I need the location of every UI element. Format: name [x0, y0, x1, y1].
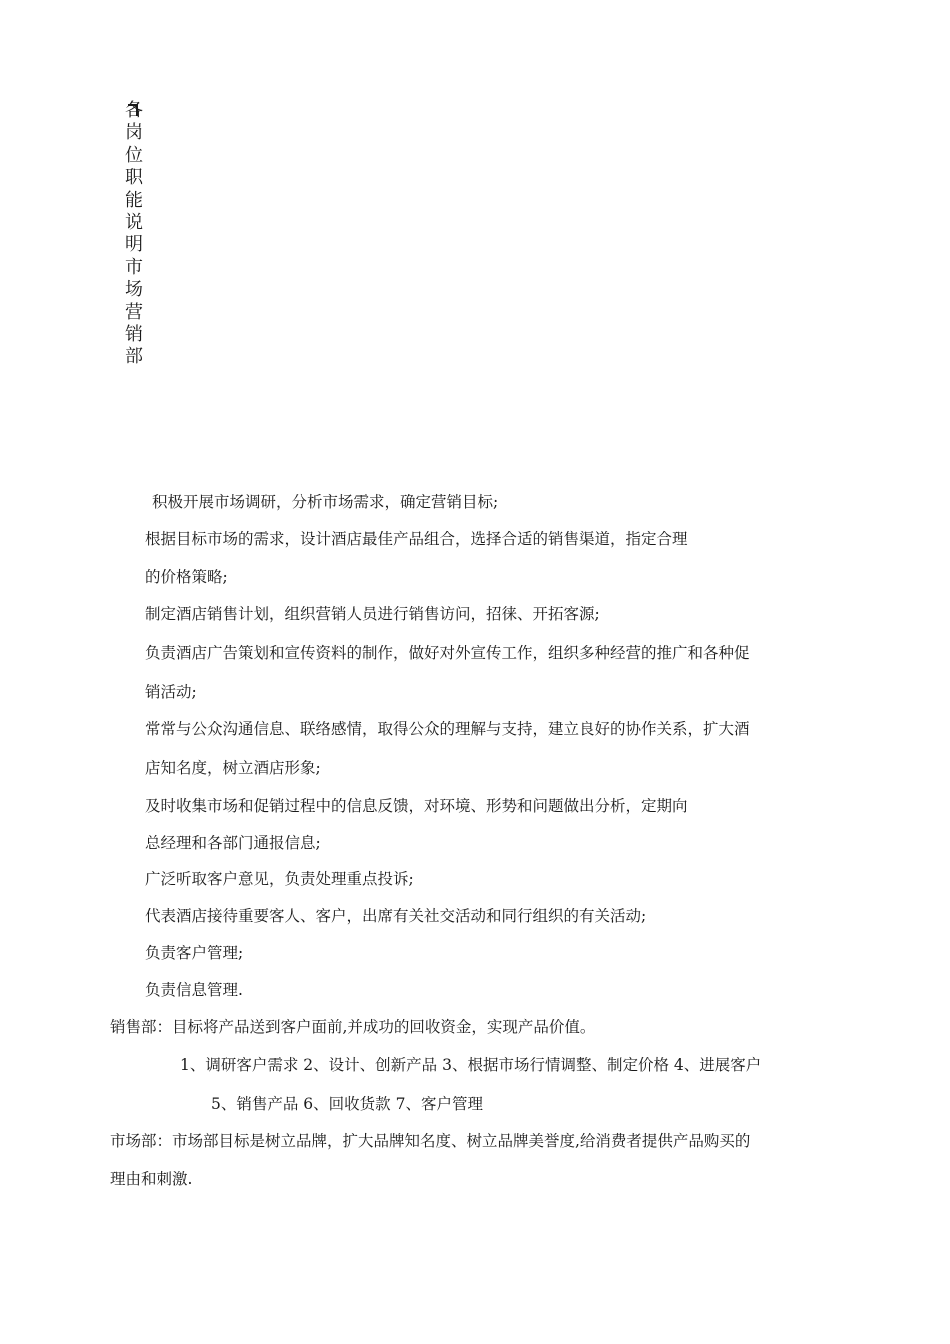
duty-line: 负责酒店广告策划和宣传资料的制作，做好对外宣传工作，组织多种经营的推广和各种促 [145, 644, 750, 662]
duty-line: 销活动; [145, 683, 197, 701]
vertical-title: 各岗位职能说明市场营销部 [125, 100, 143, 368]
sales-tasks-line: 5、销售产品 6、回收货款 7、客户管理 [211, 1095, 483, 1113]
duty-line: 店知名度，树立酒店形象; [145, 759, 321, 777]
market-dept-line: 市场部：市场部目标是树立品牌，扩大品牌知名度、树立品牌美誉度,给消费者提供产品购买的 [110, 1132, 751, 1150]
duty-line: 广泛听取客户意见，负责处理重点投诉; [145, 870, 414, 888]
duty-line: 积极开展市场调研，分析市场需求，确定营销目标; [152, 493, 499, 511]
sales-dept-line: 销售部：目标将产品送到客户面前,并成功的回收资金，实现产品价值。 [110, 1018, 596, 1036]
duty-line: 根据目标市场的需求，设计酒店最佳产品组合，选择合适的销售渠道，指定合理 [145, 530, 688, 548]
market-dept-line: 理由和刺激. [110, 1170, 193, 1188]
duty-line: 常常与公众沟通信息、联络感情，取得公众的理解与支持，建立良好的协作关系，扩大酒 [145, 720, 750, 738]
duty-line: 及时收集市场和促销过程中的信息反馈，对环境、形势和问题做出分析，定期向 [145, 797, 688, 815]
duty-line: 总经理和各部门通报信息; [145, 834, 321, 852]
duty-line: 负责信息管理. [145, 981, 243, 999]
duty-line: 代表酒店接待重要客人、客户，出席有关社交活动和同行组织的有关活动; [145, 907, 647, 925]
sales-tasks-line: 1、调研客户需求 2、设计、创新产品 3、根据市场行情调整、制定价格 4、进展客户 [180, 1056, 762, 1074]
duty-line: 负责客户管理; [145, 944, 244, 962]
duty-line: 的价格策略; [145, 568, 228, 586]
duty-line: 制定酒店销售计划，组织营销人员进行销售访问，招徕、开拓客源; [145, 605, 600, 623]
